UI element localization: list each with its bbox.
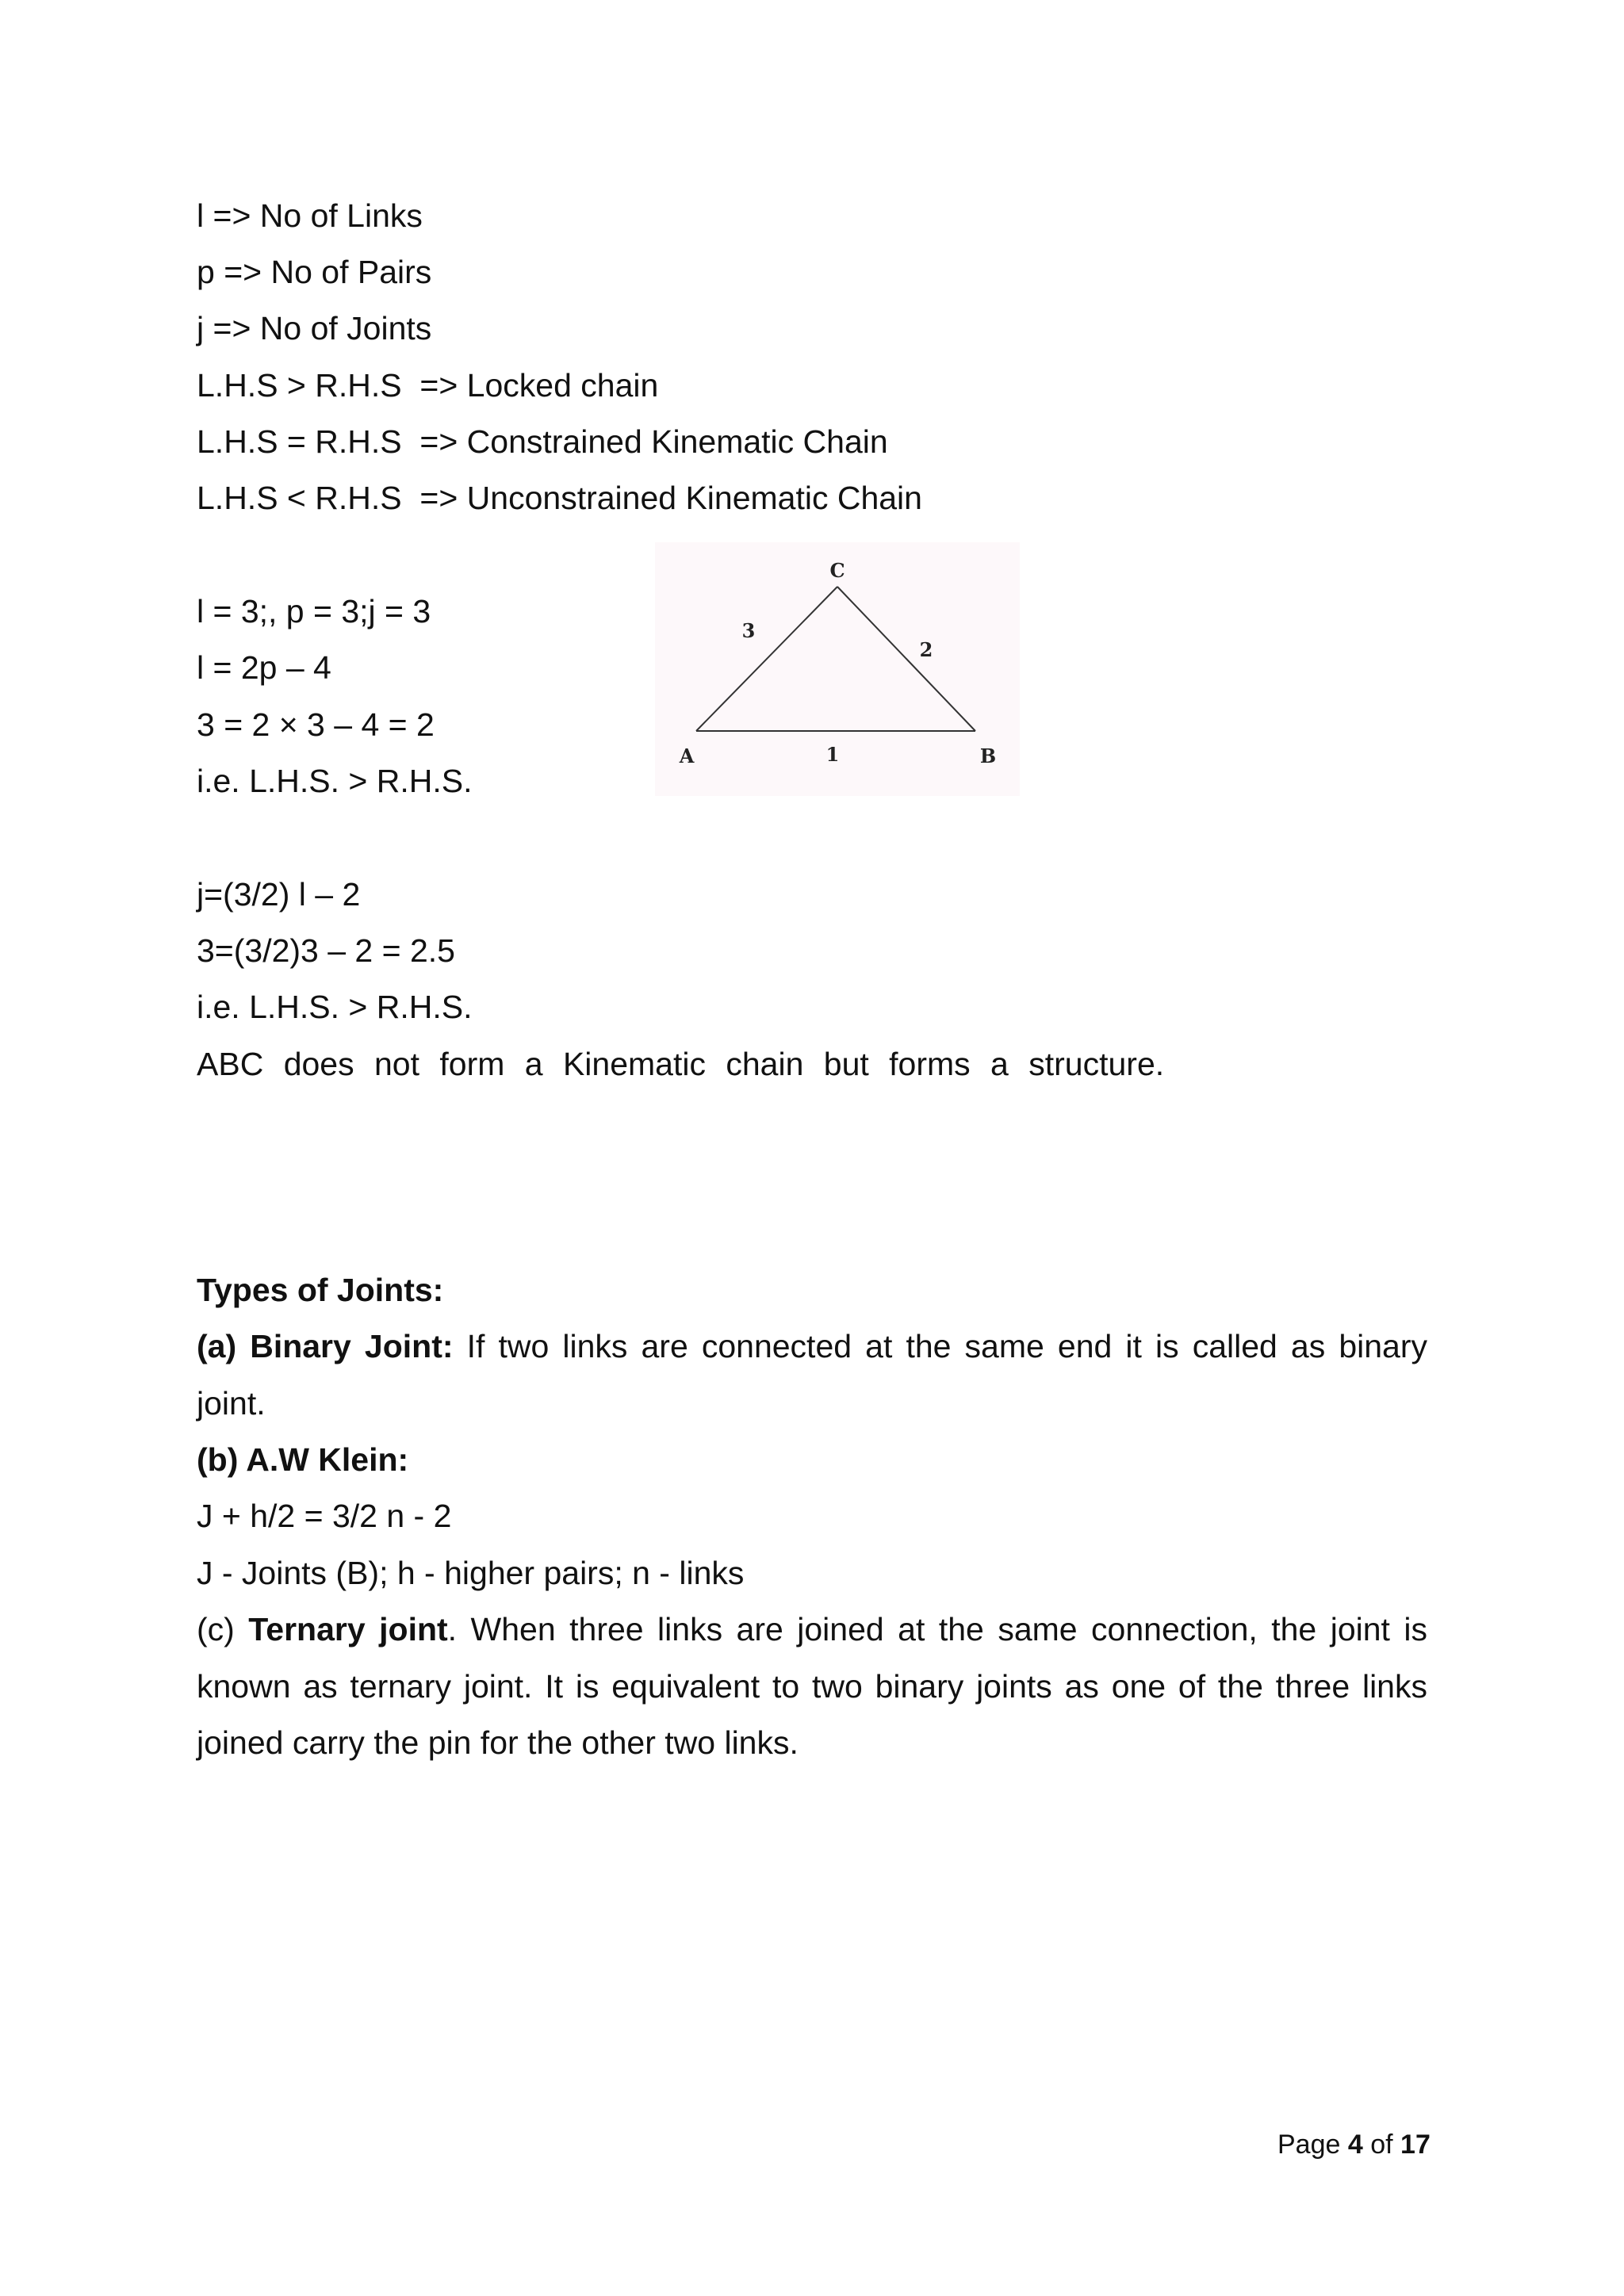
link-bc-line bbox=[837, 587, 975, 731]
klein-heading bbox=[197, 1440, 408, 1479]
example2-structure-note: ABC does not form a Kinematic chain but forms a structure. bbox=[197, 1046, 1165, 1082]
vertex-b-label: B bbox=[979, 744, 997, 767]
link-ab-label: 1 bbox=[825, 743, 840, 766]
klein-formula: J + h/2 = 3/2 n - 2 bbox=[197, 1498, 452, 1534]
definition-unconstrained-chain: L.H.S < R.H.S => Unconstrained Kinematic Chain bbox=[197, 480, 922, 516]
page-total: 17 bbox=[1400, 2130, 1431, 2160]
definition-joints: j => No of Joints bbox=[197, 310, 432, 346]
page-word: Page bbox=[1277, 2130, 1348, 2160]
example2-conclusion: i.e. L.H.S. > R.H.S. bbox=[197, 989, 473, 1025]
page-current: 4 bbox=[1347, 2130, 1363, 2160]
definition-constrained-chain: L.H.S = R.H.S => Constrained Kinematic Chain bbox=[197, 423, 888, 460]
triangle-diagram bbox=[655, 542, 1020, 796]
binary-joint-label: (a) Binary Joint: bbox=[197, 1328, 454, 1364]
example2-formula: j=(3/2) l – 2 bbox=[197, 876, 361, 913]
ternary-joint-label: Ternary joint bbox=[248, 1611, 448, 1647]
types-heading bbox=[197, 1270, 443, 1310]
link-ca-line bbox=[696, 587, 837, 731]
definition-locked-chain: L.H.S > R.H.S => Locked chain bbox=[197, 367, 659, 404]
ternary-joint-text: . When three links are joined at the same connection, the joint is known as ternary joint. It is equivalent to two binary joints as one of the three links joined carry the pin for the other two links. bbox=[197, 1611, 1428, 1761]
ternary-prefix: (c) bbox=[197, 1611, 249, 1647]
klein-label: (b) A.W Klein: bbox=[197, 1441, 409, 1478]
definition-links: l => No of Links bbox=[197, 197, 423, 234]
link-ca-label: 3 bbox=[741, 619, 756, 642]
example1-formula: l = 2p – 4 bbox=[197, 649, 331, 686]
types-heading-text: Types of Joints: bbox=[197, 1272, 444, 1308]
triangle-abc-figure bbox=[655, 542, 1020, 796]
link-bc-label: 2 bbox=[919, 638, 933, 661]
definition-pairs: p => No of Pairs bbox=[197, 254, 432, 290]
vertex-c-label: C bbox=[829, 559, 845, 582]
example1-given: l = 3;, p = 3;j = 3 bbox=[197, 593, 431, 629]
example2-calculation: 3=(3/2)3 – 2 = 2.5 bbox=[197, 932, 455, 969]
binary-joint-text: If two links are connected at the same end it is called as binary joint. bbox=[197, 1328, 1427, 1422]
binary-joint-paragraph bbox=[197, 1318, 1427, 1432]
ternary-joint-paragraph bbox=[197, 1601, 1427, 1772]
example1-conclusion: i.e. L.H.S. > R.H.S. bbox=[197, 763, 473, 799]
vertex-a-label: A bbox=[679, 744, 695, 767]
klein-legend: J - Joints (B); h - higher pairs; n - links bbox=[197, 1555, 745, 1591]
page-footer bbox=[1277, 2125, 1431, 2164]
of-word: of bbox=[1362, 2130, 1401, 2160]
example1-calculation: 3 = 2 × 3 – 4 = 2 bbox=[197, 706, 435, 743]
